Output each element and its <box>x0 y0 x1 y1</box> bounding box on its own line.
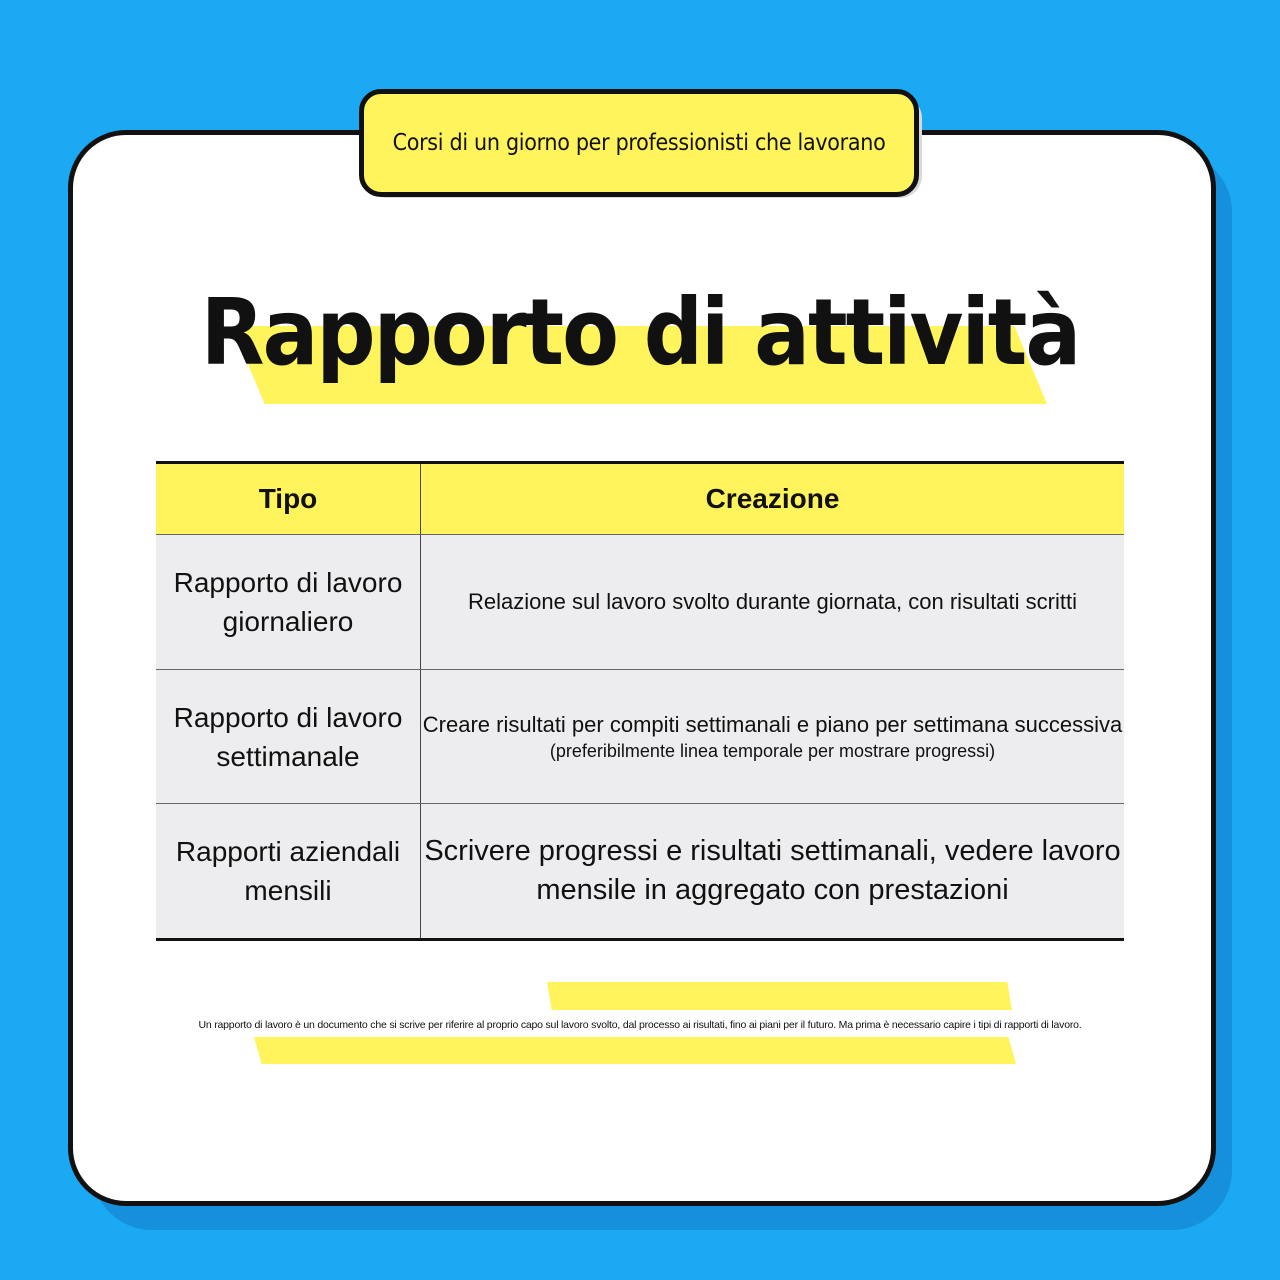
row-creation-text: Creare risultati per compiti settimanali e piano per settimana successiva <box>422 711 1123 737</box>
page-title: Rapporto di attività <box>200 279 1080 386</box>
row-creation-cell <box>421 670 1125 804</box>
header-type: Tipo <box>156 463 421 535</box>
row-creation-cell <box>421 535 1125 670</box>
row-type-cell: Rapporto di lavoro settimanale <box>156 670 421 804</box>
table-header-row <box>156 463 1124 535</box>
table-row <box>156 670 1124 804</box>
footnote-highlight-bottom <box>254 1037 1016 1064</box>
row-creation-note: (preferibilmente linea temporale per mostrare progressi) <box>549 740 996 761</box>
row-creation-text: Relazione sul lavoro svolto durante giornata, con risultati scritti <box>468 589 1077 614</box>
row-creation-text: Scrivere progressi e risultati settimanali, vedere lavoro mensile in aggregato con prestazioni <box>424 835 1121 906</box>
row-creation-cell <box>421 804 1125 940</box>
row-type-cell: Rapporti aziendali mensili <box>156 804 421 940</box>
table-row <box>156 804 1124 940</box>
report-types-table <box>156 461 1124 941</box>
table-row <box>156 535 1124 670</box>
footnote-text: Un rapporto di lavoro è un documento che si scrive per riferire al proprio capo sul lavoro svolto, dal processo ai risultati, fino ai piani per il futuro. Ma prima è necessario capire i tipi di rapporti di lavoro. <box>198 1019 1082 1031</box>
header-creation: Creazione <box>421 463 1125 535</box>
course-tag: Corsi di un giorno per professionisti che lavorano <box>359 89 919 197</box>
row-type-cell: Rapporto di lavoro giornaliero <box>156 535 421 670</box>
footnote-highlight-top <box>547 982 1012 1010</box>
